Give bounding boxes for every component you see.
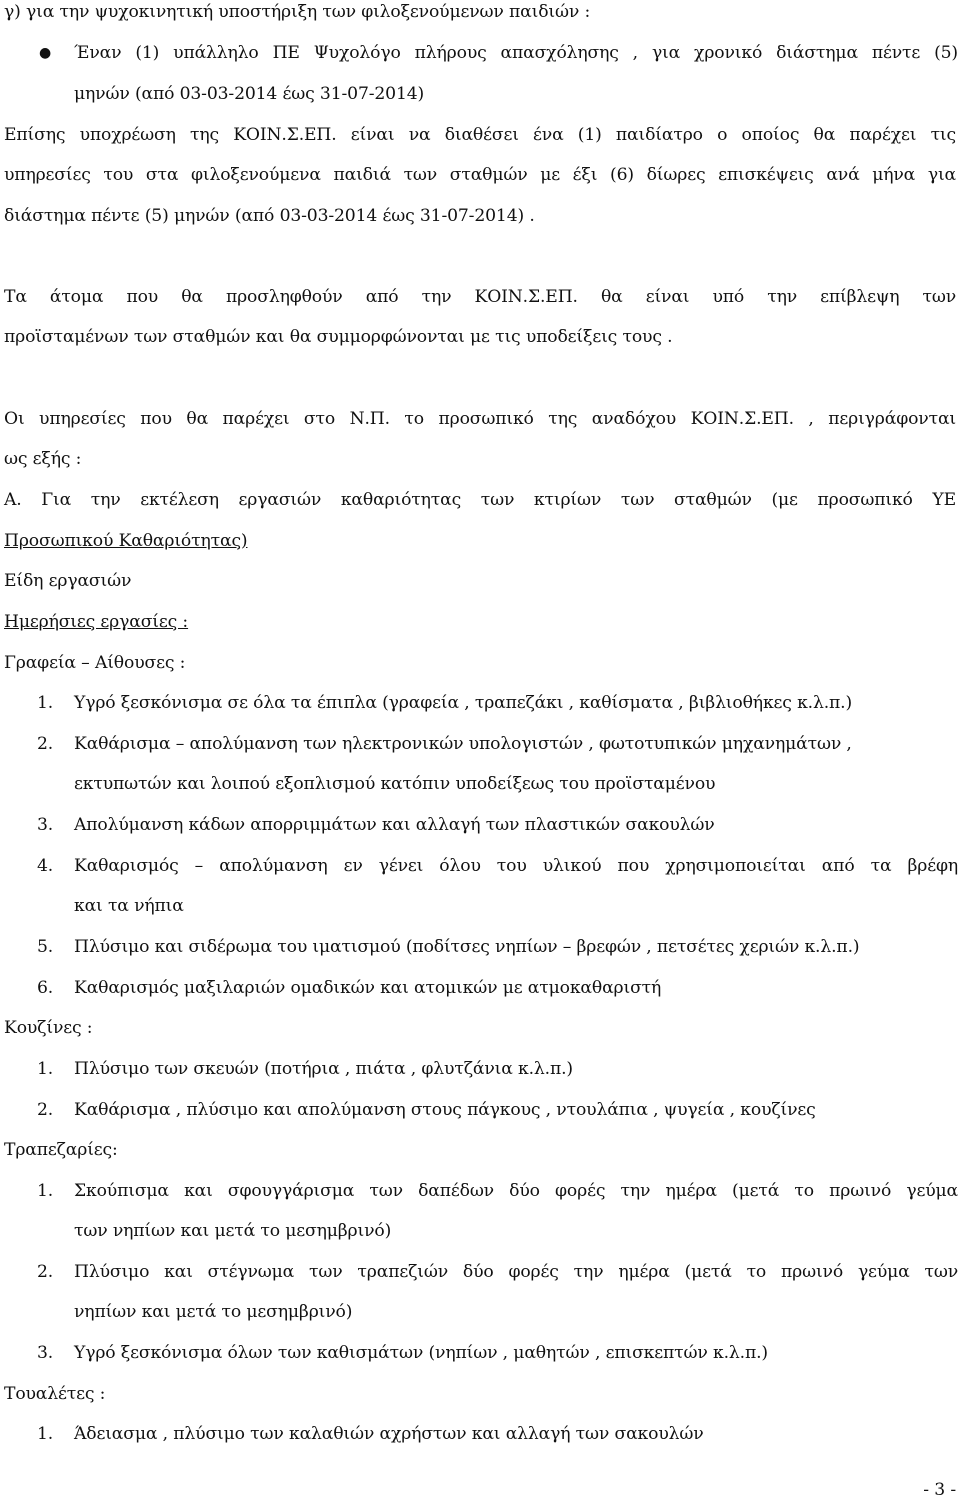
list-item: Καθαρισμός μαξιλαριών ομαδικών και ατομικών με ατμοκαθαριστή	[74, 978, 662, 998]
list-item: Υγρό ξεσκόνισμα όλων των καθισμάτων (νηπίων , μαθητών , επισκεπτών κ.λ.π.)	[74, 1343, 768, 1363]
offices-heading: Γραφεία – Αίθουσες :	[4, 653, 186, 673]
list-item-number: 1.	[37, 693, 54, 713]
list-item-number: 2.	[37, 1100, 54, 1120]
kitchens-heading: Κουζίνες :	[4, 1018, 93, 1038]
list-item-continuation: εκτυπωτών και λοιπού εξοπλισμού κατόπιν υποδείξεως του προϊσταμένου	[74, 774, 716, 794]
page-number: - 3 -	[923, 1480, 956, 1500]
dining-heading: Τραπεζαρίες:	[4, 1140, 118, 1160]
list-item: Άδειασμα , πλύσιμο των καλαθιών αχρήστων και αλλαγή των σακουλών	[74, 1424, 704, 1444]
list-item: Υγρό ξεσκόνισμα σε όλα τα έπιπλα (γραφεία , τραπεζάκι , καθίσματα , βιβλιοθήκες κ.λ.π.)	[74, 693, 853, 713]
paediatrician-para-line-2: υπηρεσίες του στα φιλοξενούμενα παιδιά των σταθμών με έξι (6) δίωρες επισκέψεις ανά μήνα για	[4, 165, 956, 185]
list-item-continuation: και τα νήπια	[74, 896, 184, 916]
list-item: Πλύσιμο των σκευών (ποτήρια , πιάτα , φλυτζάνια κ.λ.π.)	[74, 1059, 573, 1079]
list-item-number: 5.	[37, 937, 54, 957]
toilets-heading: Τουαλέτες :	[4, 1384, 106, 1404]
list-item-number: 2.	[37, 1262, 54, 1282]
supervision-line-2: προϊσταμένων των σταθμών και θα συμμορφώνονται με τις υποδείξεις τους .	[4, 327, 673, 347]
bullet-line-2: μηνών (από 03-03-2014 έως 31-07-2014)	[74, 84, 425, 104]
list-item-continuation: των νηπίων και μετά το μεσημβρινό)	[74, 1221, 392, 1241]
services-line-1: Οι υπηρεσίες που θα παρέχει στο Ν.Π. το προσωπικό της αναδόχου ΚΟΙΝ.Σ.ΕΠ. , περιγράφονται	[4, 409, 956, 429]
list-item-number: 1.	[37, 1424, 54, 1444]
list-item: Απολύμανση κάδων απορριμμάτων και αλλαγή των πλαστικών σακουλών	[74, 815, 715, 835]
paediatrician-para-line-1: Επίσης υποχρέωση της ΚΟΙΝ.Σ.ΕΠ. είναι να διαθέσει ένα (1) παιδίατρο ο οποίος θα παρέχει τις	[4, 125, 956, 145]
section-a-line-1: Α. Για την εκτέλεση εργασιών καθαριότητας των κτιρίων των σταθμών (με προσωπικό ΥΕ	[4, 490, 956, 510]
work-types-heading: Είδη εργασιών	[4, 571, 132, 591]
list-item: Πλύσιμο και στέγνωμα των τραπεζιών δύο φορές την ημέρα (μετά το πρωινό γεύμα των	[74, 1262, 958, 1282]
list-item: Καθάρισμα – απολύμανση των ηλεκτρονικών υπολογιστών , φωτοτυπικών μηχανημάτων ,	[74, 734, 852, 754]
list-item: Καθάρισμα , πλύσιμο και απολύμανση στους πάγκους , ντουλάπια , ψυγεία , κουζίνες	[74, 1100, 816, 1120]
services-line-2: ως εξής :	[4, 449, 82, 469]
bullet-line-1: Έναν (1) υπάλληλο ΠΕ Ψυχολόγο πλήρους απασχόλησης , για χρονικό διάστημα πέντε (5)	[74, 43, 958, 63]
bullet-dot: ●	[39, 45, 52, 61]
list-item-number: 1.	[37, 1059, 54, 1079]
supervision-line-1: Τα άτομα που θα προσληφθούν από την ΚΟΙΝ.Σ.ΕΠ. θα είναι υπό την επίβλεψη των	[4, 287, 956, 307]
list-item: Καθαρισμός – απολύμανση εν γένει όλου του υλικού που χρησιμοποιείται από τα βρέφη	[74, 856, 958, 876]
list-item: Σκούπισμα και σφουγγάρισμα των δαπέδων δύο φορές την ημέρα (μετά το πρωινό γεύμα	[74, 1181, 958, 1201]
list-item-number: 6.	[37, 978, 54, 998]
list-item-number: 3.	[37, 815, 54, 835]
daily-tasks-heading: Ημερήσιες εργασίες :	[4, 612, 189, 632]
list-item-continuation: νηπίων και μετά το μεσημβρινό)	[74, 1302, 353, 1322]
list-item-number: 3.	[37, 1343, 54, 1363]
section-g-heading: γ) για την ψυχοκινητική υποστήριξη των φιλοξενούμενων παιδιών :	[4, 2, 591, 22]
list-item-number: 4.	[37, 856, 54, 876]
list-item: Πλύσιμο και σιδέρωμα του ιματισμού (ποδίτσες νηπίων – βρεφών , πετσέτες χεριών κ.λ.π.)	[74, 937, 860, 957]
list-item-number: 1.	[37, 1181, 54, 1201]
paediatrician-para-line-3: διάστημα πέντε (5) μηνών (από 03-03-2014 έως 31-07-2014) .	[4, 206, 535, 226]
section-a-line-2: Προσωπικού Καθαριότητας)	[4, 531, 248, 551]
list-item-number: 2.	[37, 734, 54, 754]
